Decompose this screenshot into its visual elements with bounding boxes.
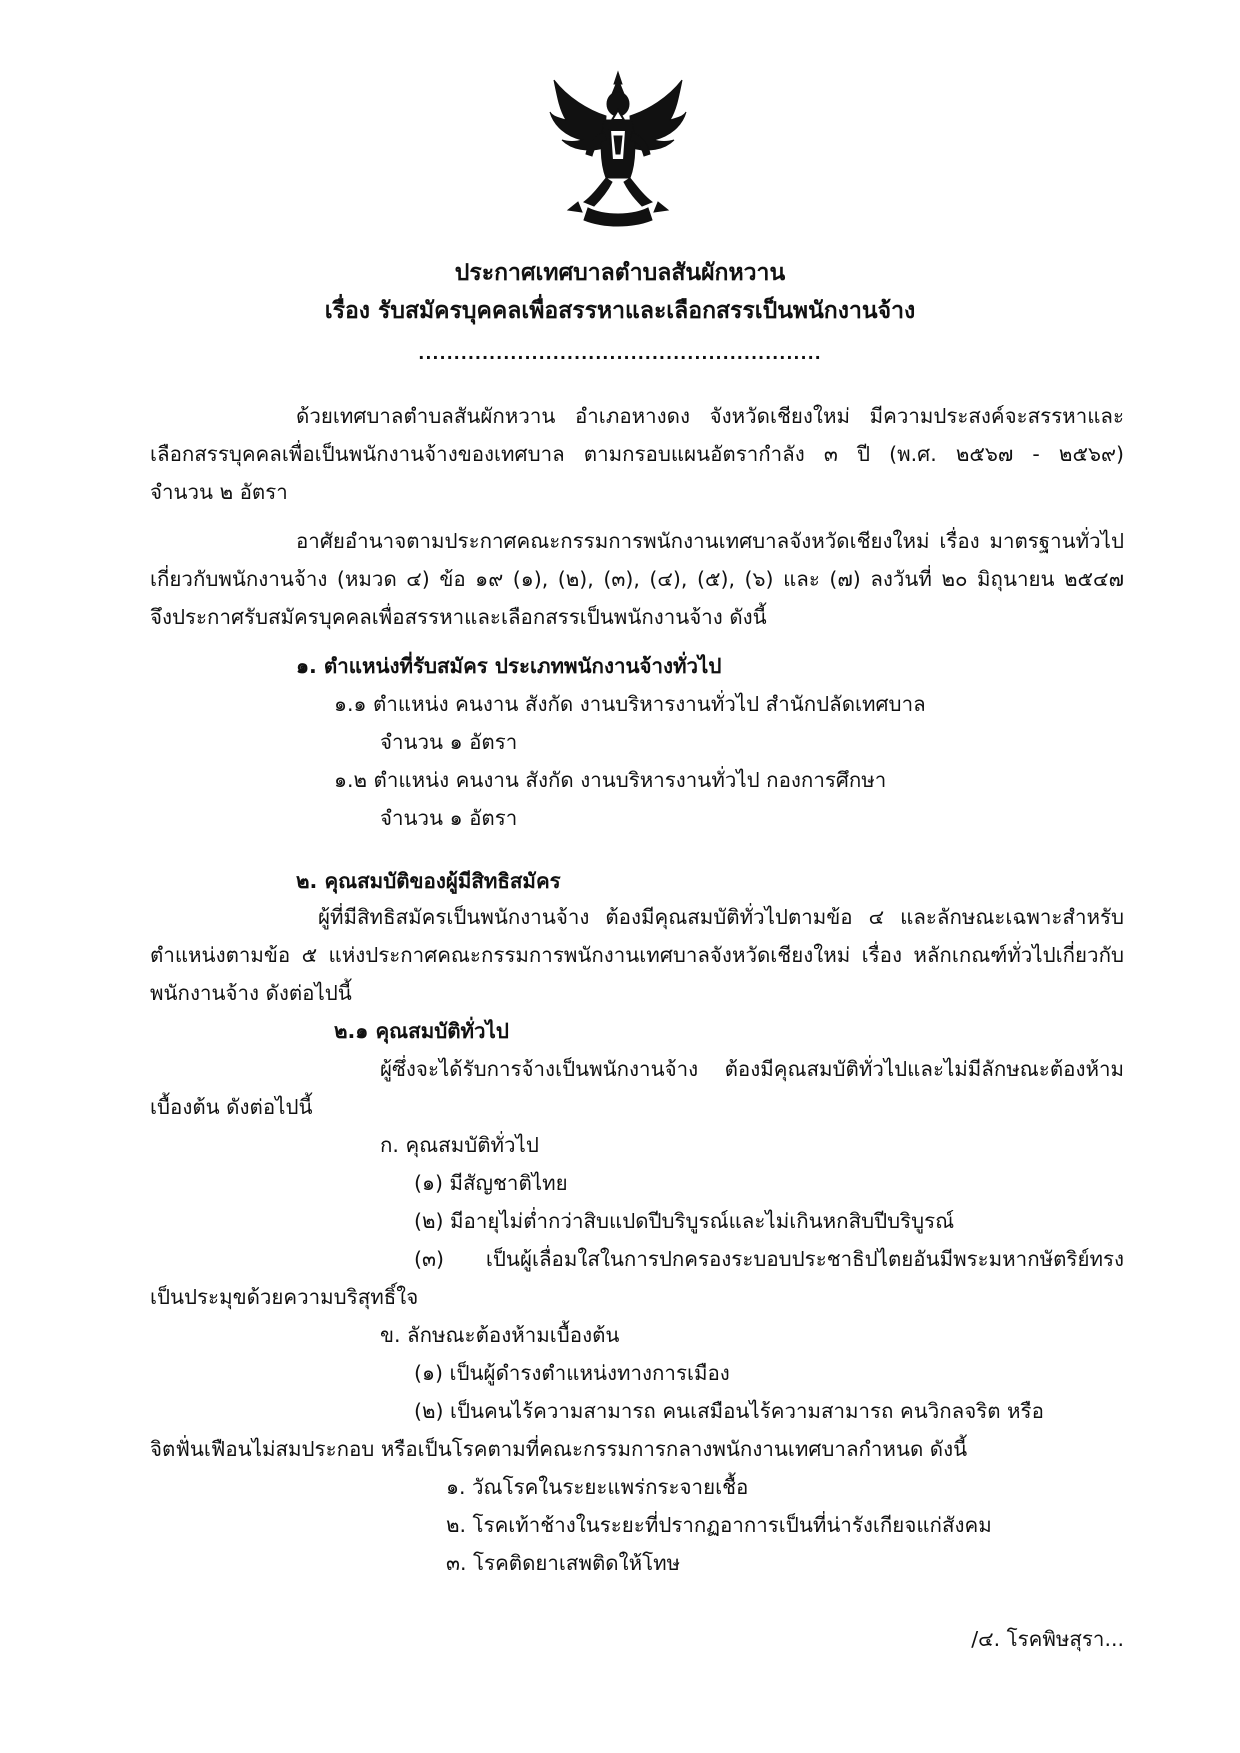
section2-p-line3: พนักงานจ้าง ดังต่อไปนี้ — [150, 981, 352, 1005]
section2-p-line2: ตำแหน่งตามข้อ ๕ แห่งประกาศคณะกรรมการพนักงานเทศบาลจังหวัดเชียงใหม่ เรื่อง หลักเกณฑ์ทั่วไปเกี่ยวกับ — [150, 943, 1124, 967]
qualification-1: (๑) มีสัญชาติไทย — [414, 1171, 568, 1195]
disease-2: ๒. โรคเท้าช้างในระยะที่ปรากฏอาการเป็นที่น่ารังเกียจแก่สังคม — [446, 1513, 992, 1537]
section1-item1-count: จำนวน ๑ อัตรา — [380, 730, 518, 754]
announcement-title: ประกาศเทศบาลตำบลสันผักหวาน — [454, 260, 786, 286]
section2-1-p-line2: เบื้องต้น ดังต่อไปนี้ — [150, 1095, 313, 1119]
section1-item1: ๑.๑ ตำแหน่ง คนงาน สังกัด งานบริหารงานทั่วไป สำนักปลัดเทศบาล — [334, 692, 926, 716]
qualification-2: (๒) มีอายุไม่ต่ำกว่าสิบแปดปีบริบูรณ์และไม่เกินหกสิบปีบริบูรณ์ — [414, 1209, 955, 1233]
section1-item2-count: จำนวน ๑ อัตรา — [380, 806, 518, 830]
prohibitions-heading: ข. ลักษณะต้องห้ามเบื้องต้น — [380, 1323, 620, 1347]
section2-p-line1: ผู้ที่มีสิทธิสมัครเป็นพนักงานจ้าง ต้องมีคุณสมบัติทั่วไปตามข้อ ๔ และลักษณะเฉพาะสำหรับ — [318, 905, 1124, 929]
section2-1-heading: ๒.๑ คุณสมบัติทั่วไป — [334, 1019, 509, 1043]
intro-p1-line2: เลือกสรรบุคคลเพื่อเป็นพนักงานจ้างของเทศบาล ตามกรอบแผนอัตรากำลัง ๓ ปี (พ.ศ. ๒๕๖๗ - ๒๕๖๙) — [150, 442, 1124, 466]
qualification-3: (๓) เป็นผู้เลื่อมใสในการปกครองระบอบประชาธิปไตยอันมีพระมหากษัตริย์ทรง — [414, 1247, 1124, 1271]
intro-p2-line1: อาศัยอำนาจตามประกาศคณะกรรมการพนักงานเทศบาลจังหวัดเชียงใหม่ เรื่อง มาตรฐานทั่วไป — [296, 529, 1124, 553]
section2-1-p-line1: ผู้ซึ่งจะได้รับการจ้างเป็นพนักงานจ้าง ต้องมีคุณสมบัติทั่วไปและไม่มีลักษณะต้องห้าม — [380, 1057, 1124, 1081]
section2-heading: ๒. คุณสมบัติของผู้มีสิทธิสมัคร — [296, 869, 561, 893]
intro-p2-line2: เกี่ยวกับพนักงานจ้าง (หมวด ๔) ข้อ ๑๙ (๑), (๒), (๓), (๔), (๕), (๖) และ (๗) ลงวันที่ ๒๐ มิถุนายน ๒๕๔๗ — [150, 567, 1124, 591]
qualification-3-cont: เป็นประมุขด้วยความบริสุทธิ์ใจ — [150, 1285, 419, 1309]
intro-p2-line3: จึงประกาศรับสมัครบุคคลเพื่อสรรหาและเลือกสรรเป็นพนักงานจ้าง ดังนี้ — [150, 605, 767, 629]
intro-p1-line1: ด้วยเทศบาลตำบลสันผักหวาน อำเภอหางดง จังหวัดเชียงใหม่ มีความประสงค์จะสรรหาและ — [296, 404, 1124, 428]
prohibition-1: (๑) เป็นผู้ดำรงตำแหน่งทางการเมือง — [414, 1361, 730, 1385]
prohibition-2-cont: จิตฟั่นเฟือนไม่สมประกอบ หรือเป็นโรคตามที่คณะกรรมการกลางพนักงานเทศบาลกำหนด ดังนี้ — [150, 1437, 968, 1461]
disease-3: ๓. โรคติดยาเสพติดให้โทษ — [446, 1551, 681, 1575]
page-continuation: /๔. โรคพิษสุรา... — [971, 1627, 1124, 1651]
section1-item2: ๑.๒ ตำแหน่ง คนงาน สังกัด งานบริหารงานทั่วไป กองการศึกษา — [334, 768, 887, 792]
intro-p1-line3: จำนวน ๒ อัตรา — [150, 480, 288, 504]
disease-1: ๑. วัณโรคในระยะแพร่กระจายเชื้อ — [446, 1475, 749, 1499]
garuda-emblem-icon — [548, 70, 688, 230]
announcement-subject: เรื่อง รับสมัครบุคคลเพื่อสรรหาและเลือกสรรเป็นพนักงานจ้าง — [324, 298, 916, 324]
prohibition-2: (๒) เป็นคนไร้ความสามารถ คนเสมือนไร้ความสามารถ คนวิกลจริต หรือ — [414, 1399, 1044, 1423]
qualifications-heading: ก. คุณสมบัติทั่วไป — [380, 1133, 539, 1157]
title-divider: ......................................................... — [418, 344, 822, 363]
section1-heading: ๑. ตำแหน่งที่รับสมัคร ประเภทพนักงานจ้างทั่วไป — [296, 654, 722, 678]
